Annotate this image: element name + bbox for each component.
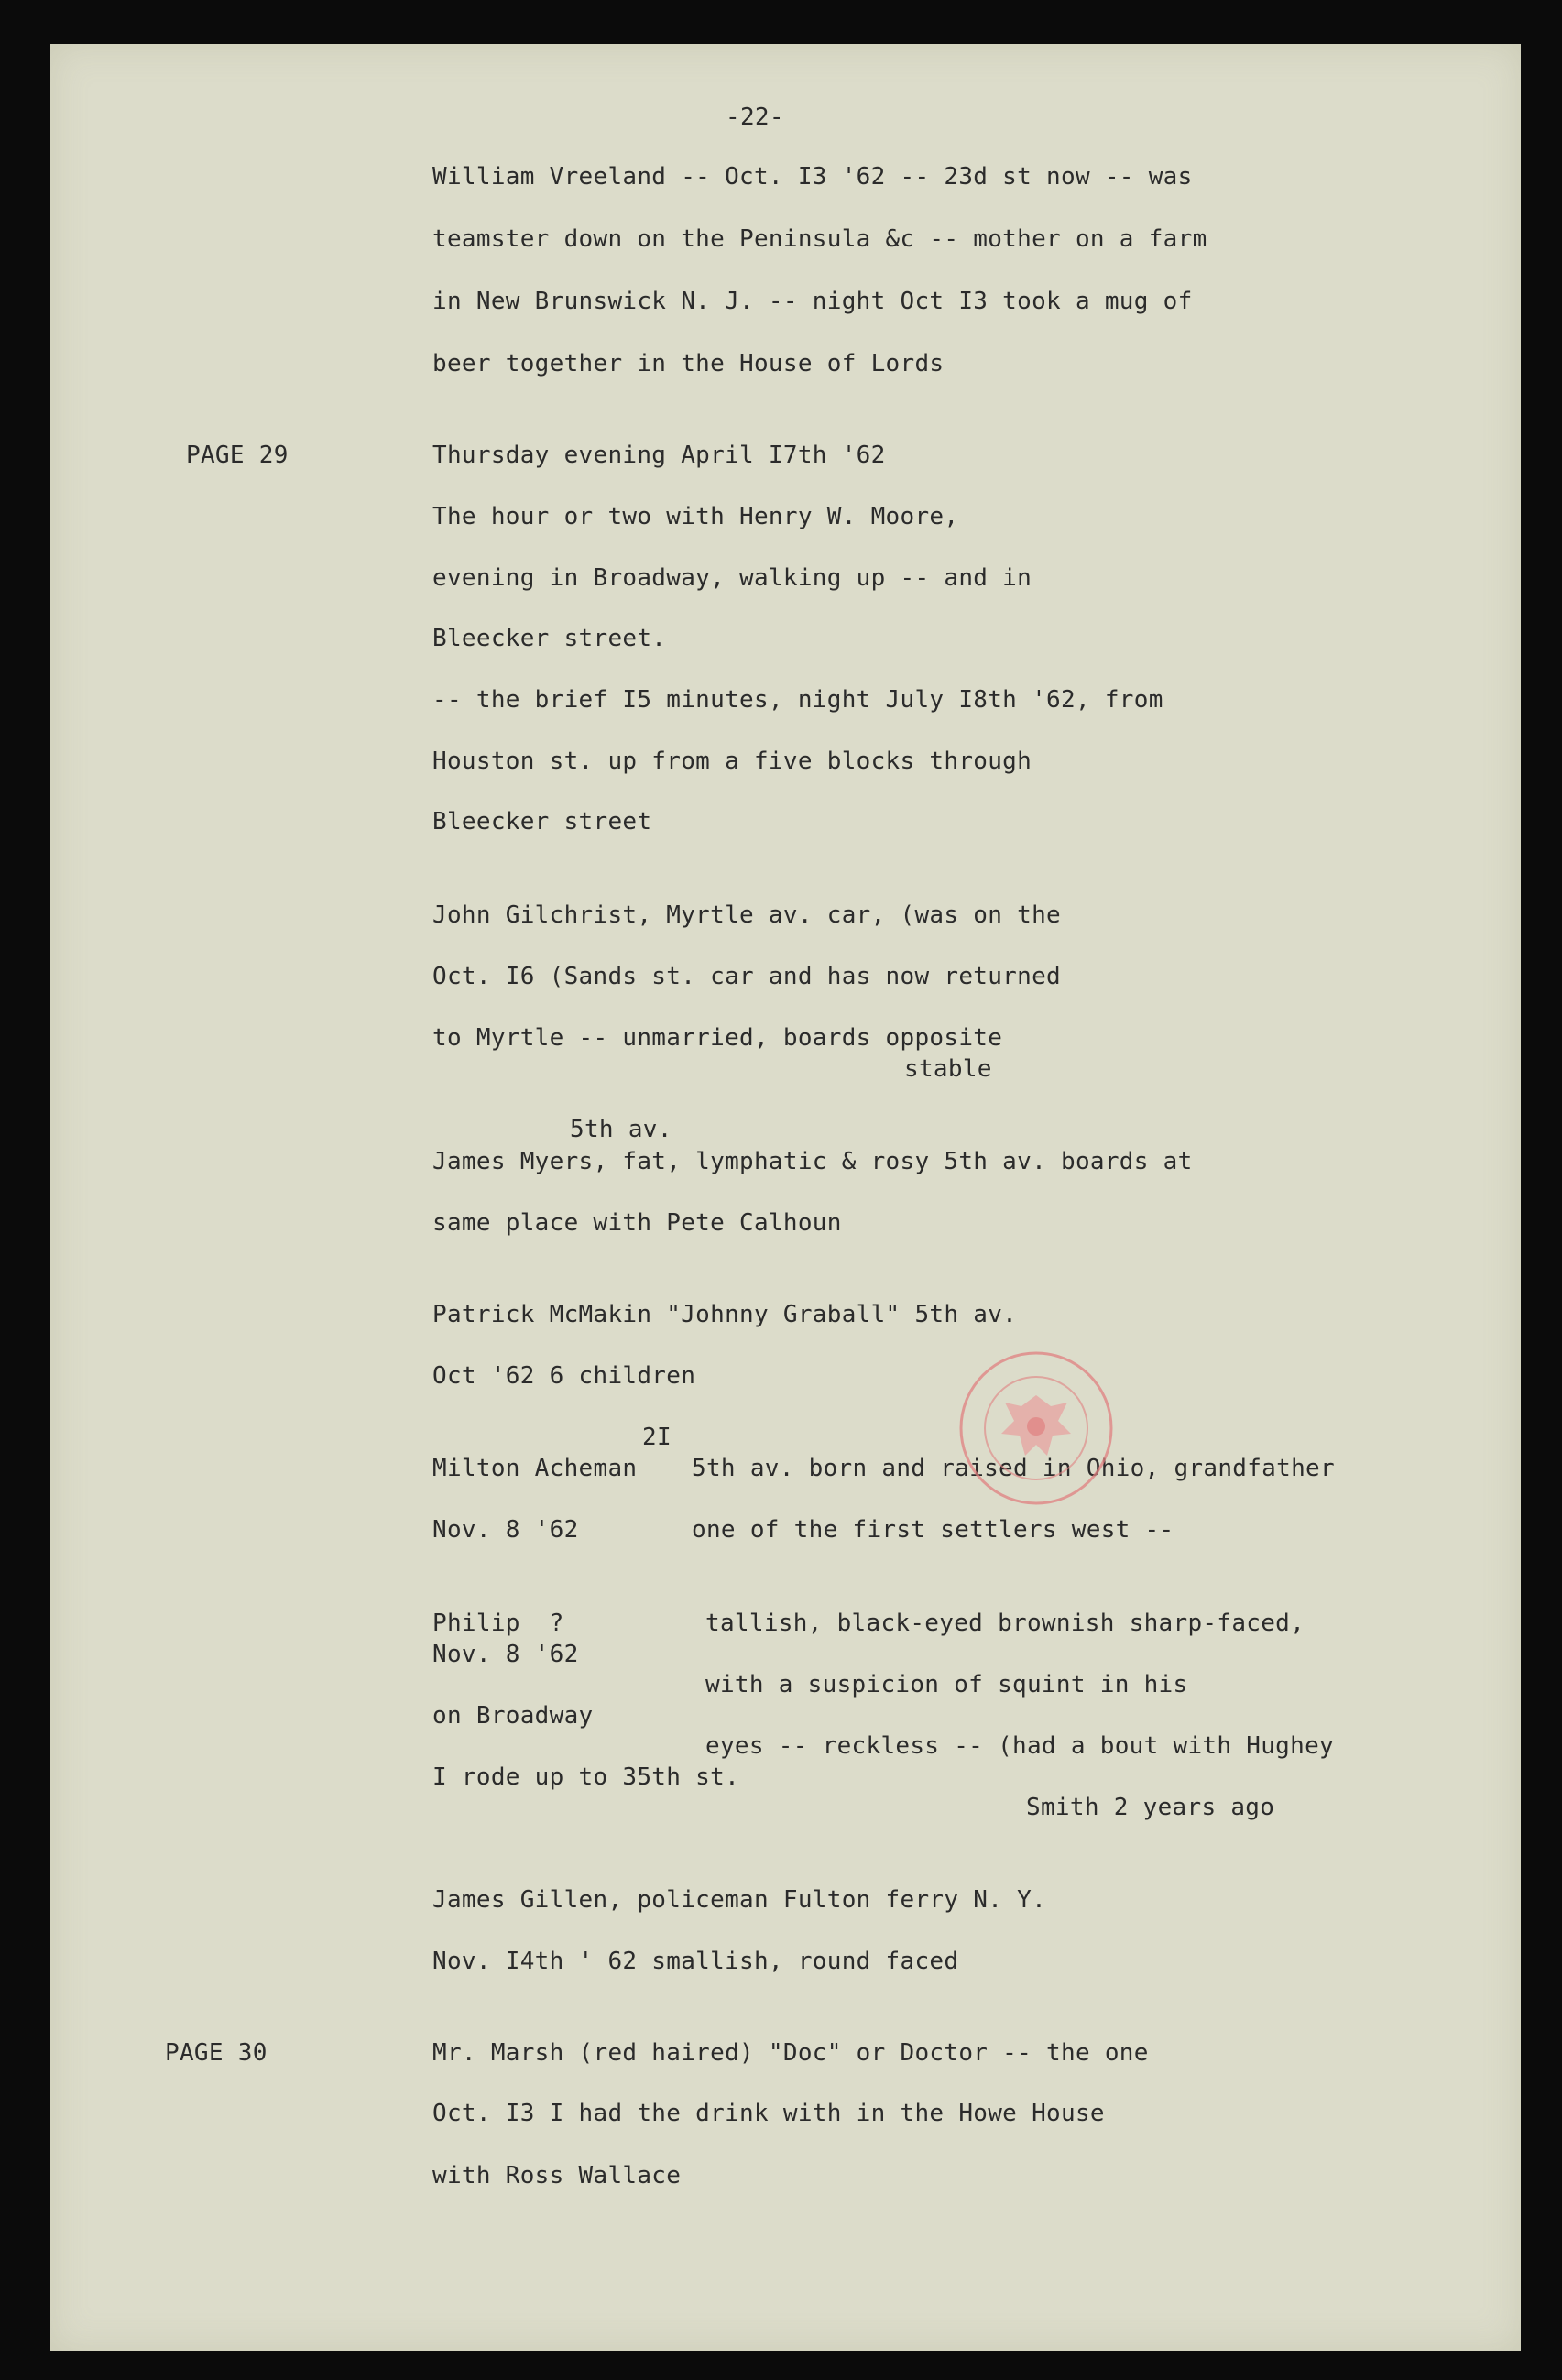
typescript-page [50, 44, 1521, 2351]
text-line: Oct '62 6 children [432, 1362, 696, 1390]
page-number: -22- [726, 104, 784, 131]
text-line: Nov. I4th ' 62 smallish, round faced [432, 1948, 959, 1975]
text-line: with Ross Wallace [432, 2162, 682, 2189]
text-line: teamster down on the Peninsula &c -- mother on a farm [432, 225, 1207, 253]
text-line: Smith 2 years ago [1026, 1794, 1275, 1821]
text-line: Philip ? [432, 1610, 564, 1637]
text-line: -- the brief I5 minutes, night July I8th '62, from [432, 686, 1163, 714]
text-line: Houston st. up from a five blocks through [432, 748, 1032, 775]
text-line: James Gillen, policeman Fulton ferry N. Y. [432, 1886, 1047, 1914]
text-line: same place with Pete Calhoun [432, 1209, 842, 1237]
text-line: 5th av. [570, 1116, 672, 1143]
text-line: Nov. 8 '62 [432, 1516, 579, 1544]
text-line: James Myers, fat, lymphatic & rosy 5th av. boards at [432, 1148, 1193, 1175]
text-line: Bleecker street [432, 808, 652, 835]
text-line: Thursday evening April I7th '62 [432, 442, 886, 469]
text-line: evening in Broadway, walking up -- and in [432, 564, 1032, 592]
text-line: in New Brunswick N. J. -- night Oct I3 took a mug of [432, 288, 1193, 315]
text-line: stable [904, 1055, 992, 1083]
text-line: I rode up to 35th st. [432, 1763, 740, 1791]
text-line: eyes -- reckless -- (had a bout with Hughey [705, 1732, 1334, 1760]
text-line: Mr. Marsh (red haired) "Doc" or Doctor -- the one [432, 2039, 1149, 2067]
margin-note-page-29: PAGE 29 [186, 442, 289, 469]
text-line: Bleecker street. [432, 625, 667, 652]
text-line: William Vreeland -- Oct. I3 '62 -- 23d st now -- was [432, 163, 1193, 191]
text-line: Patrick McMakin "Johnny Graball" 5th av. [432, 1301, 1018, 1328]
text-line: to Myrtle -- unmarried, boards opposite [432, 1024, 1003, 1052]
text-line: with a suspicion of squint in his [705, 1671, 1188, 1698]
text-line: The hour or two with Henry W. Moore, [432, 503, 959, 530]
text-line: Nov. 8 '62 [432, 1641, 579, 1668]
text-line: beer together in the House of Lords [432, 350, 945, 377]
text-line: Milton Acheman [432, 1455, 638, 1482]
text-line: 2I [642, 1424, 672, 1451]
text-line: on Broadway [432, 1702, 594, 1730]
library-stamp [957, 1349, 1115, 1507]
text-line: Oct. I3 I had the drink with in the Howe House [432, 2100, 1105, 2127]
text-line: 5th av. born and raised in Ohio, grandfather [692, 1455, 1335, 1482]
text-line: Oct. I6 (Sands st. car and has now returned [432, 963, 1061, 990]
text-line: John Gilchrist, Myrtle av. car, (was on the [432, 901, 1061, 929]
text-line: one of the first settlers west -- [692, 1516, 1174, 1544]
text-line: tallish, black-eyed brownish sharp-faced, [705, 1610, 1305, 1637]
margin-note-page-30: PAGE 30 [165, 2039, 268, 2067]
